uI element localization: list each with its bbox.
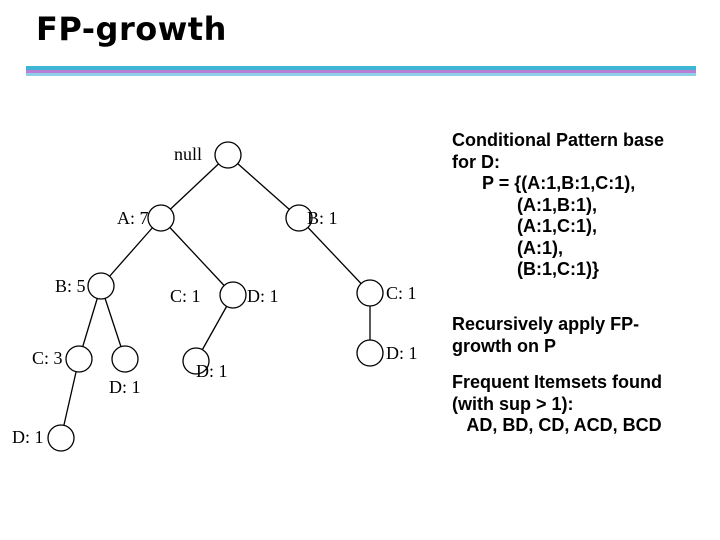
tree-node-a7 xyxy=(148,205,174,231)
text-line: Frequent Itemsets found xyxy=(452,372,663,392)
page-title: FP-growth xyxy=(36,10,227,48)
tree-node-null xyxy=(215,142,241,168)
tree-label-c1: C: 1 xyxy=(170,286,201,306)
tree-label-b1: B: 1 xyxy=(307,208,338,228)
tree-label-d1: D: 1 xyxy=(109,377,141,397)
text-line: (A:1,B:1), xyxy=(452,194,598,215)
tree-node-b5 xyxy=(88,273,114,299)
text-line: (B:1,C:1)} xyxy=(452,259,600,279)
text-line: growth on P xyxy=(452,335,556,356)
tree-edge xyxy=(228,155,299,218)
tree-edge xyxy=(161,155,228,218)
recursive-apply-text xyxy=(452,314,714,357)
tree-label-d1: D: 1 xyxy=(247,286,279,306)
tree-label-a7: A: 7 xyxy=(117,208,149,228)
tree-label-d1: D: 1 xyxy=(386,343,418,363)
text-line: for D: xyxy=(452,151,500,172)
tree-label-c3: C: 3 xyxy=(32,348,63,368)
tree-label-d1: D: 1 xyxy=(196,361,228,381)
tree-label-c1: C: 1 xyxy=(386,283,417,303)
tree-label-null: null xyxy=(174,144,203,164)
tree-node-c1 xyxy=(357,280,383,306)
conditional-pattern-base-text xyxy=(452,130,714,281)
text-line: Recursively apply FP- xyxy=(452,314,640,334)
tree-node-d1 xyxy=(112,346,138,372)
tree-label-d1: D: 1 xyxy=(12,427,44,447)
tree-node-c3 xyxy=(66,346,92,372)
text-line: (with sup > 1): xyxy=(452,393,574,414)
frequent-itemsets-text xyxy=(452,372,714,437)
tree-node-d1 xyxy=(357,340,383,366)
text-line: AD, BD, CD, ACD, BCD xyxy=(452,415,662,435)
tree-label-b5: B: 5 xyxy=(55,276,86,296)
tree-edge xyxy=(161,218,233,295)
text-line: Conditional Pattern base xyxy=(452,130,665,150)
tree-node-d1 xyxy=(48,425,74,451)
text-line: (A:1,C:1), xyxy=(452,216,598,236)
text-line: (A:1), xyxy=(452,237,564,258)
tree-node-c1 xyxy=(220,282,246,308)
text-line: P = {(A:1,B:1,C:1), xyxy=(452,173,636,193)
tree-edge xyxy=(299,218,370,293)
